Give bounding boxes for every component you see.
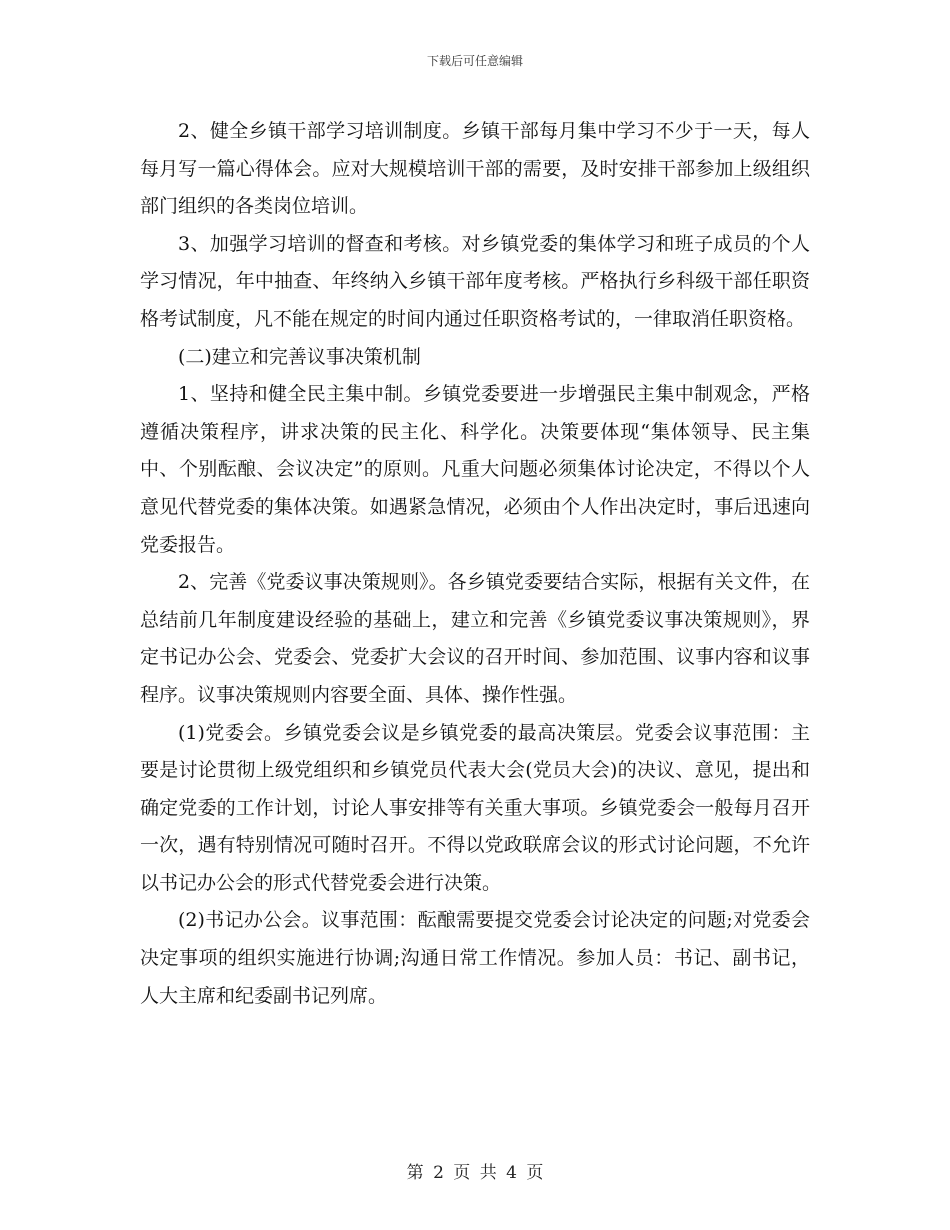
paragraph-secretary-office-meeting: (2)书记办公会。议事范围：酝酿需要提交党委会讨论决定的问题;对党委会决定事项的组织实施进行协调;沟通日常工作情况。参加人员：书记、副书记，人大主席和纪委副书记列席。 <box>140 909 810 1007</box>
section-heading-decision-mechanism: (二)建立和完善议事决策机制 <box>178 345 421 368</box>
paragraph-training-system: 2、健全乡镇干部学习培训制度。乡镇干部每月集中学习不少于一天，每人每月写一篇心得体会。应对大规模培训干部的需要，及时安排干部参加上级组织部门组织的各类岗位培训。 <box>140 120 810 218</box>
paragraph-decision-rules: 2、完善《党委议事决策规则》。各乡镇党委要结合实际，根据有关文件，在总结前几年制度建设经验的基础上，建立和完善《乡镇党委议事决策规则》，界定书记办公会、党委会、党委扩大会议的召开时间、参加范围、议事内容和议事程序。议事决策规则内容要全面、具体、操作性强。 <box>140 571 810 706</box>
page-header: 下载后可任意编辑 <box>426 54 523 68</box>
document-body <box>140 113 810 1015</box>
page-number-footer: 第 2 页 共 4 页 <box>406 1163 544 1183</box>
paragraph-party-committee: (1)党委会。乡镇党委会议是乡镇党委的最高决策层。党委会议事范围：主要是讨论贯彻上级党组织和乡镇党员代表大会(党员大会)的决议、意见，提出和确定党委的工作计划，讨论人事安排等有关重大事项。乡镇党委会一般每月召开一次，遇有特别情况可随时召开。不得以党政联席会议的形式讨论问题，不允许以书记办公会的形式代替党委会进行决策。 <box>140 721 810 894</box>
paragraph-democratic-centralism: 1、坚持和健全民主集中制。乡镇党委要进一步增强民主集中制观念，严格遵循决策程序，讲求决策的民主化、科学化。决策要体现“集体领导、民主集中、个别酝酿、会议决定”的原则。凡重大问题必须集体讨论决定，不得以个人意见代替党委的集体决策。如遇紧急情况，必须由个人作出决定时，事后迅速向党委报告。 <box>140 383 810 556</box>
paragraph-training-assessment: 3、加强学习培训的督查和考核。对乡镇党委的集体学习和班子成员的个人学习情况，年中抽查、年终纳入乡镇干部年度考核。严格执行乡科级干部任职资格考试制度，凡不能在规定的时间内通过任职资格考试的，一律取消任职资格。 <box>140 232 810 330</box>
